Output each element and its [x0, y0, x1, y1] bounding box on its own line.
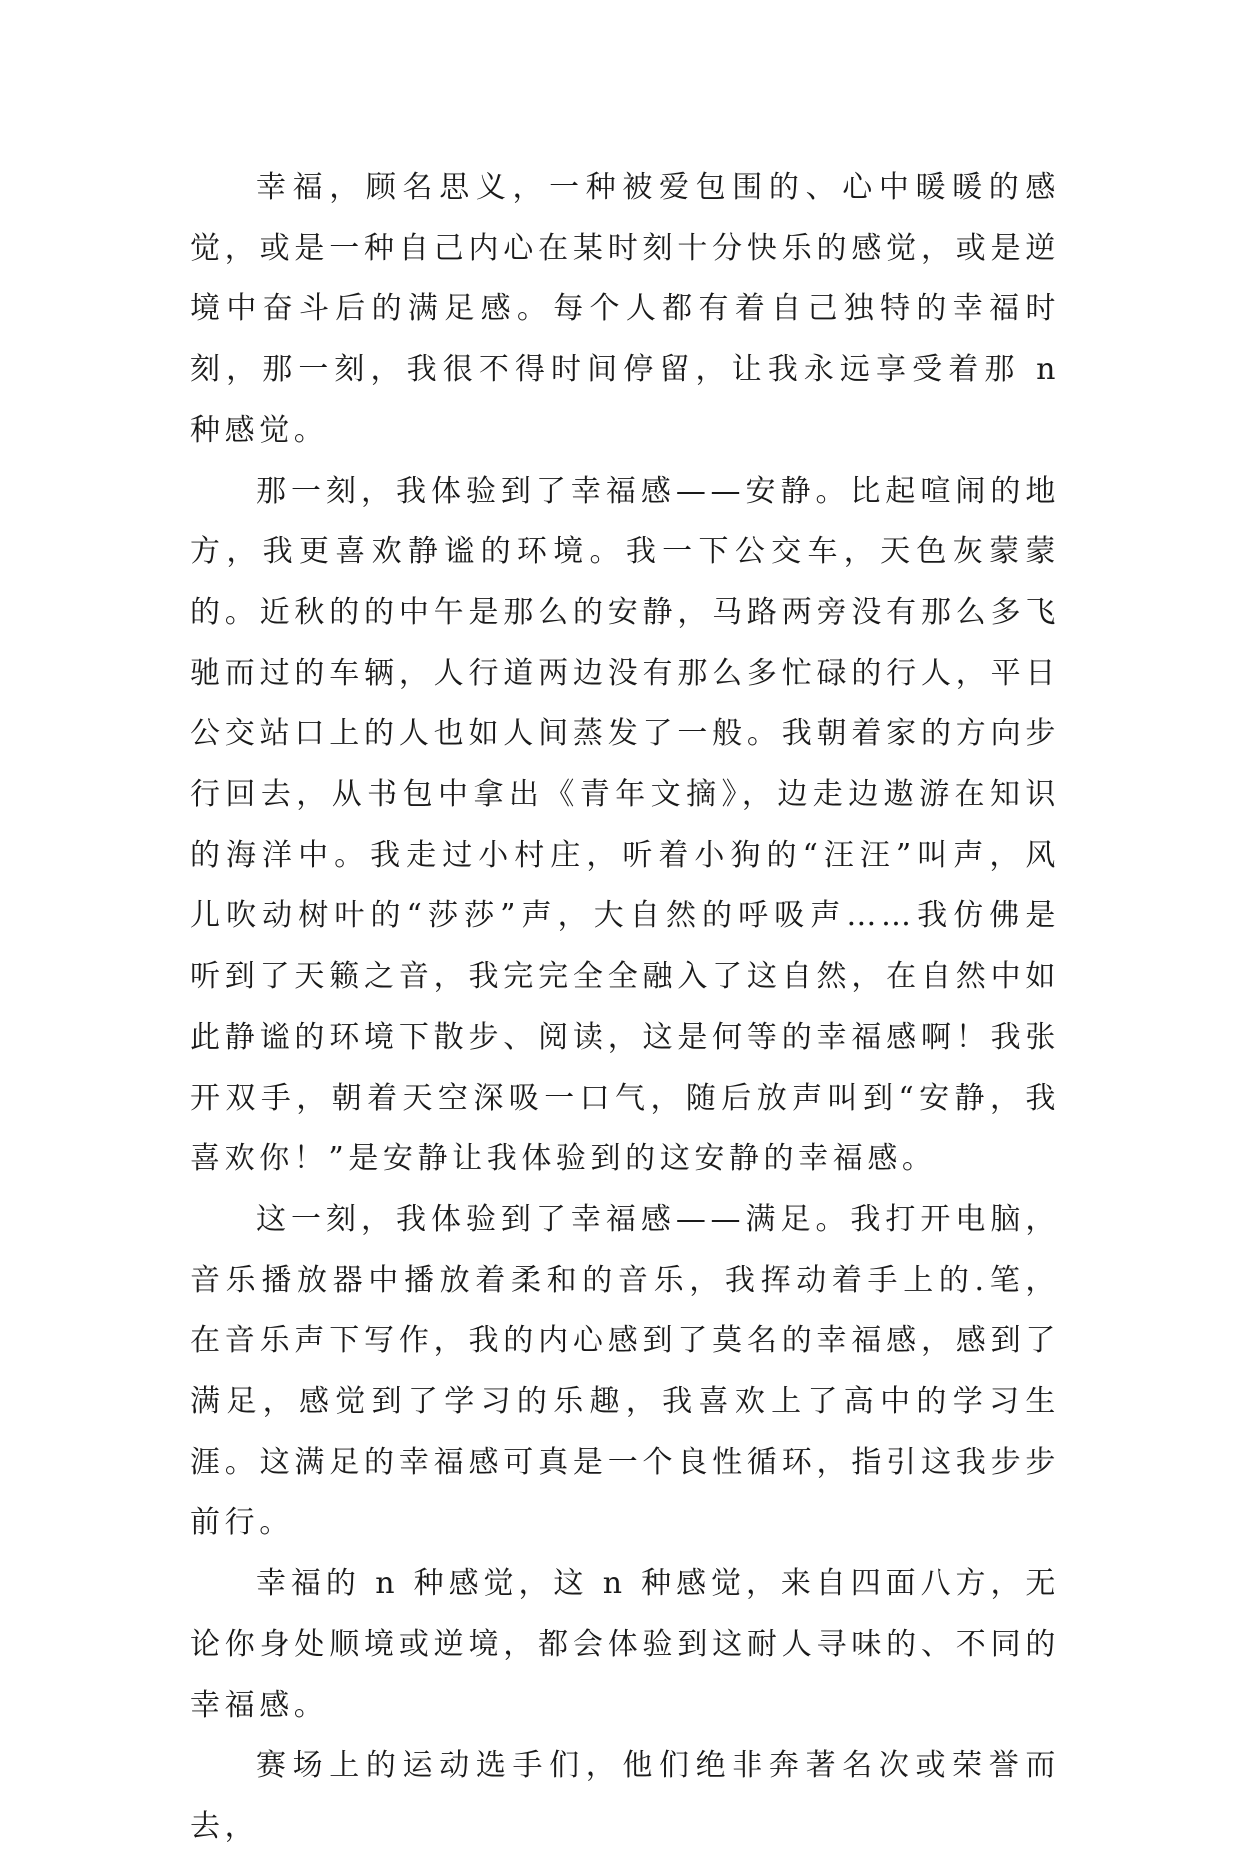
paragraph-5: 赛场上的运动选手们，他们绝非奔著名次或荣誉而去，: [190, 1748, 1060, 1844]
paragraph-4: 幸福的 n 种感觉，这 n 种感觉，来自四面八方，无论你身处顺境或逆境，都会体验到这耐人寻味的、不同的幸福感。: [190, 1566, 1060, 1723]
document-body: [190, 158, 1060, 1858]
paragraph-2: 那一刻，我体验到了幸福感——安静。比起喧闹的地方，我更喜欢静谧的环境。我一下公交车，天色灰蒙蒙的。近秋的的中午是那么的安静，马路两旁没有那么多飞驰而过的车辆，人行道两边没有那么多忙碌的行人，平日公交站口上的人也如人间蒸发了一般。我朝着家的方向步行回去，从书包中拿出《青年文摘》，边走边遨游在知识的海洋中。我走过小村庄，听着小狗的“汪汪”叫声，风儿吹动树叶的“莎莎”声，大自然的呼吸声……我仿佛是听到了天籁之音，我完完全全融入了这自然，在自然中如此静谧的环境下散步、阅读，这是何等的幸福感啊！我张开双手，朝着天空深吸一口气，随后放声叫到“安静，我喜欢你！”是安静让我体验到的这安静的幸福感。: [190, 473, 1060, 1177]
paragraph-3: 这一刻，我体验到了幸福感——满足。我打开电脑，音乐播放器中播放着柔和的音乐，我挥动着手上的.笔，在音乐声下写作，我的内心感到了莫名的幸福感，感到了满足，感觉到了学习的乐趣，我喜欢上了高中的学习生涯。这满足的幸福感可真是一个良性循环，指引这我步步前行。: [190, 1201, 1060, 1541]
paragraph-1: 幸福，顾名思义，一种被爱包围的、心中暖暖的感觉，或是一种自己内心在某时刻十分快乐的感觉，或是逆境中奋斗后的满足感。每个人都有着自己独特的幸福时刻，那一刻，我很不得时间停留，让我永远享受着那 n 种感觉。: [190, 170, 1060, 448]
